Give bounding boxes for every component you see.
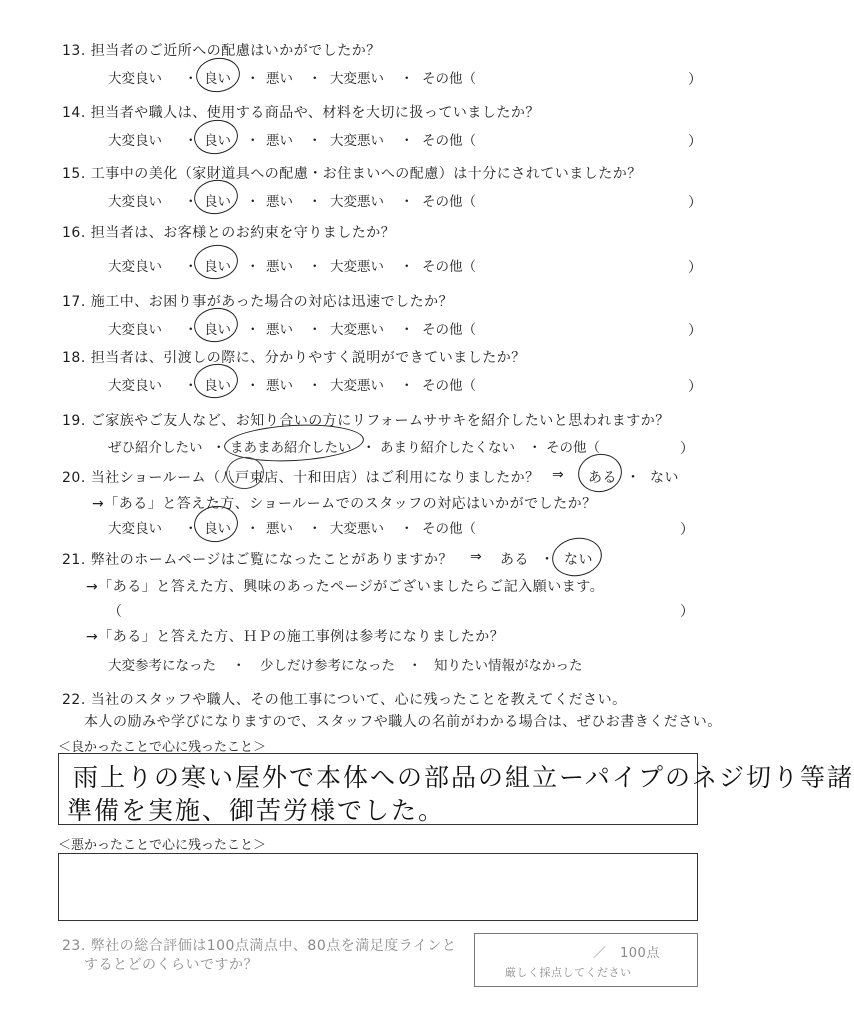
option-good[interactable]: 良い xyxy=(204,378,231,394)
question-text: 18. 担当者は、引渡しの際に、分かりやすく説明ができていましたか？ xyxy=(62,350,526,366)
option-other[interactable]: その他（ xyxy=(422,71,476,87)
option-bad[interactable]: 悪い xyxy=(266,133,293,149)
question-text: 22. 当社のスタッフや職人、その他工事について、心に残ったことを教えてください。 xyxy=(62,692,627,708)
option-other[interactable]: その他（ xyxy=(546,440,600,456)
option-other[interactable]: その他（ xyxy=(422,322,476,338)
question-subtext: 本人の励みや学びになりますので、スタッフや職人の名前がわかる場合は、ぜひお書きください。 xyxy=(84,714,722,730)
option-good[interactable]: 良い xyxy=(204,133,231,149)
question-subtext: →「ある」と答えた方、ＨＰの施工事例は参考になりましたか？ xyxy=(86,629,505,645)
handwritten-line: 準備を実施、御苦労様でした。 xyxy=(67,796,446,825)
option-other[interactable]: その他（ xyxy=(422,521,476,537)
answer-circle-mark xyxy=(575,450,625,495)
option-other[interactable]: その他（ xyxy=(422,194,476,210)
answer-circle-mark xyxy=(192,361,240,401)
score-note: 厳しく採点してください xyxy=(505,966,632,979)
bad-feedback-box[interactable] xyxy=(58,853,698,921)
option-somewhat[interactable]: まあまあ紹介したい xyxy=(230,440,352,456)
question-subtext: するとどのくらいですか？ xyxy=(84,957,258,973)
option-good[interactable]: 良い xyxy=(204,71,231,87)
answer-circle-mark xyxy=(194,55,242,95)
question-text: 20. 当社ショールーム（八戸東店、十和田店）はご利用になりましたか？ xyxy=(62,470,540,486)
option-very-bad[interactable]: 大変悪い xyxy=(330,378,384,394)
option-very-good[interactable]: 大変良い xyxy=(108,71,162,87)
option-very-good[interactable]: 大変良い xyxy=(108,194,162,210)
option-not-helpful[interactable]: 知りたい情報がなかった xyxy=(434,658,583,674)
option-very-bad[interactable]: 大変悪い xyxy=(330,71,384,87)
question-text: 23. 弊社の総合評価は100点満点中、80点を満足度ラインと xyxy=(62,938,457,954)
option-bad[interactable]: 悪い xyxy=(266,322,293,338)
option-very-bad[interactable]: 大変悪い xyxy=(330,521,384,537)
question-text: 13. 担当者のご近所への配慮はいかがでしたか？ xyxy=(62,43,381,59)
option-very-good[interactable]: 大変良い xyxy=(108,133,162,149)
option-bad[interactable]: 悪い xyxy=(266,71,293,87)
question-text: 14. 担当者や職人は、使用する商品や、材料を大切に扱っていましたか？ xyxy=(62,105,540,121)
handwritten-line: 雨上りの寒い屋外で本体への部品の組立ーパイプのネジ切り等諸 xyxy=(73,763,854,792)
question-subtext: →「ある」と答えた方、ショールームでのスタッフの対応はいかがでしたか？ xyxy=(92,496,597,512)
question-text: 19. ご家族やご友人など、お知り合いの方にリフォームササキを紹介したいと思われますか？ xyxy=(62,413,670,429)
option-very-bad[interactable]: 大変悪い xyxy=(330,133,384,149)
answer-circle-mark xyxy=(192,305,240,345)
question-text: 15. 工事中の美化（家財道具への配慮・お住まいへの配慮）は十分にされていましたか？ xyxy=(62,166,642,182)
answer-circle-mark xyxy=(192,242,240,282)
option-good[interactable]: 良い xyxy=(204,521,231,537)
option-very-bad[interactable]: 大変悪い xyxy=(330,194,384,210)
option-other[interactable]: その他（ xyxy=(422,259,476,275)
good-feedback-box[interactable] xyxy=(58,753,854,825)
score-text: ／ 100点 xyxy=(593,946,660,961)
option-good[interactable]: 良い xyxy=(204,322,231,338)
option-not-really[interactable]: あまり紹介したくない xyxy=(380,440,515,456)
option-bad[interactable]: 悪い xyxy=(266,521,293,537)
option-yes[interactable]: ある xyxy=(588,470,617,486)
option-very-bad[interactable]: 大変悪い xyxy=(330,322,384,338)
good-feedback-label: ＜良かったことで心に残ったこと＞ xyxy=(58,740,267,755)
option-very-good[interactable]: 大変良い xyxy=(108,259,162,275)
question-subtext: →「ある」と答えた方、興味のあったページがございましたらご記入願います。 xyxy=(86,579,605,595)
option-definitely[interactable]: ぜひ紹介したい xyxy=(108,440,203,456)
option-yes[interactable]: ある xyxy=(500,552,529,568)
option-other[interactable]: その他（ xyxy=(422,133,476,149)
option-very-good[interactable]: 大変良い xyxy=(108,521,162,537)
option-no[interactable]: ない xyxy=(650,470,679,486)
question-text: 17. 施工中、お困り事があった場合の対応は迅速でしたか？ xyxy=(62,294,454,310)
option-very-helpful[interactable]: 大変参考になった xyxy=(108,658,216,674)
question-text: 21. 弊社のホームページはご覧になったことがありますか？ xyxy=(62,552,453,568)
option-bad[interactable]: 悪い xyxy=(266,378,293,394)
option-good[interactable]: 良い xyxy=(204,259,231,275)
option-no[interactable]: ない xyxy=(564,552,593,568)
answer-circle-mark xyxy=(192,117,240,157)
answer-circle-mark xyxy=(549,534,605,580)
option-very-bad[interactable]: 大変悪い xyxy=(330,259,384,275)
option-bad[interactable]: 悪い xyxy=(266,259,293,275)
bad-feedback-label: ＜悪かったことで心に残ったこと＞ xyxy=(58,838,267,853)
question-text: 16. 担当者は、お客様とのお約束を守りましたか？ xyxy=(62,225,396,241)
score-box[interactable] xyxy=(474,933,698,987)
answer-circle-mark xyxy=(192,177,240,217)
option-a-little-helpful[interactable]: 少しだけ参考になった xyxy=(260,658,395,674)
option-very-good[interactable]: 大変良い xyxy=(108,378,162,394)
option-bad[interactable]: 悪い xyxy=(266,194,293,210)
option-good[interactable]: 良い xyxy=(204,194,231,210)
option-other[interactable]: その他（ xyxy=(422,378,476,394)
option-very-good[interactable]: 大変良い xyxy=(108,322,162,338)
